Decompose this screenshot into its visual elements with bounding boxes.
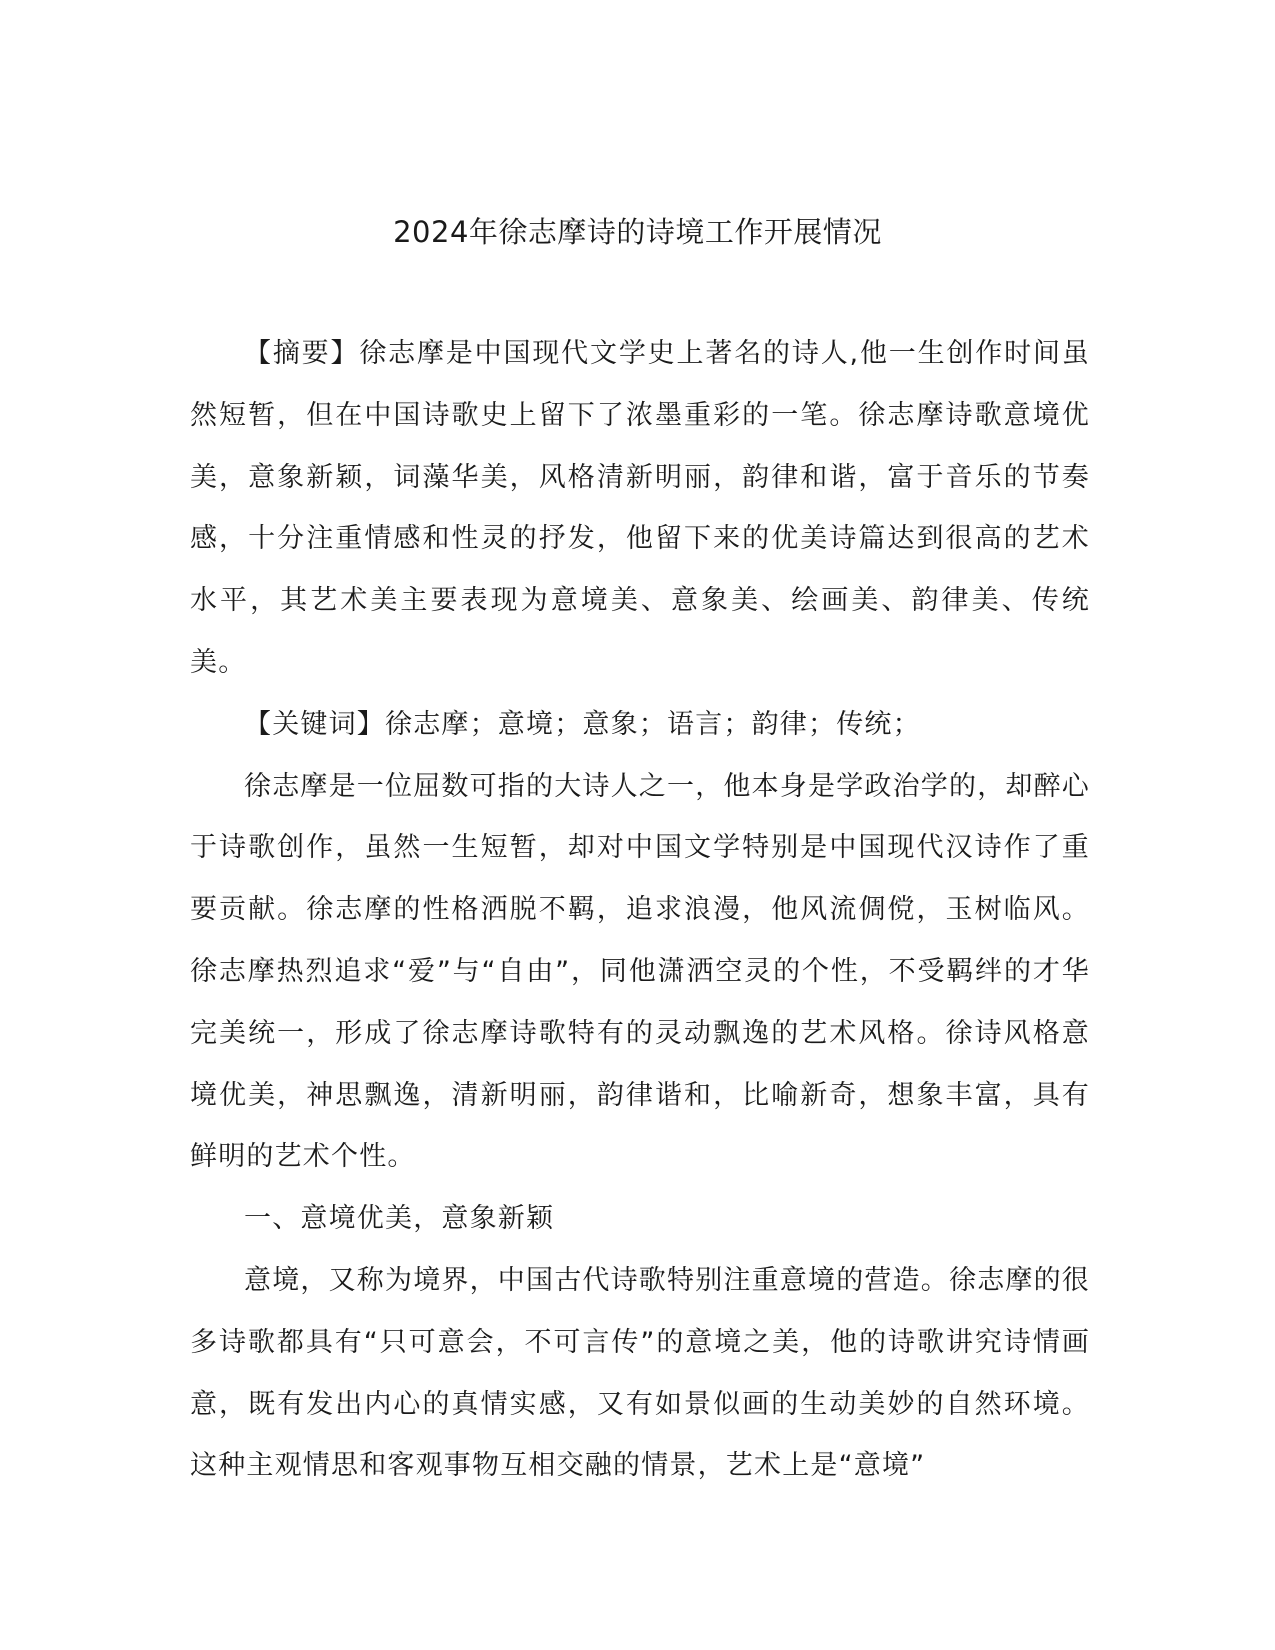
document-body: [190, 323, 1090, 1497]
abstract-paragraph: 【摘要】徐志摩是中国现代文学史上著名的诗人,他一生创作时间虽然短暂，但在中国诗歌史上留下了浓墨重彩的一笔。徐志摩诗歌意境优美，意象新颖，词藻华美，风格清新明丽，韵律和谐，富于音乐的节奏感，十分注重情感和性灵的抒发，他留下来的优美诗篇达到很高的艺术水平，其艺术美主要表现为意境美、意象美、绘画美、韵律美、传统美。: [190, 338, 1090, 678]
keywords-paragraph: 【关键词】徐志摩；意境；意象；语言；韵律；传统；: [244, 708, 921, 740]
section-paragraph: 意境，又称为境界，中国古代诗歌特别注重意境的营造。徐志摩的很多诗歌都具有“只可意会，不可言传”的意境之美，他的诗歌讲究诗情画意，既有发出内心的真情实感，又有如景似画的生动美妙的自然环境。这种主观情思和客观事物互相交融的情景，艺术上是“意境”: [190, 1264, 1090, 1482]
document-title: 2024年徐志摩诗的诗境工作开展情况: [393, 215, 882, 249]
section-heading: 一、意境优美，意象新颖: [244, 1203, 555, 1235]
intro-paragraph: 徐志摩是一位屈数可指的大诗人之一，他本身是学政治学的，却醉心于诗歌创作，虽然一生短暂，却对中国文学特别是中国现代汉诗作了重要贡献。徐志摩的性格洒脱不羁，追求浪漫，他风流倜傥，玉树临风。徐志摩热烈追求“爱”与“自由”，同他潇洒空灵的个性，不受羁绊的才华完美统一，形成了徐志摩诗歌特有的灵动飘逸的艺术风格。徐诗风格意境优美，神思飘逸，清新明丽，韵律谐和，比喻新奇，想象丰富，具有鲜明的艺术个性。: [190, 770, 1090, 1173]
